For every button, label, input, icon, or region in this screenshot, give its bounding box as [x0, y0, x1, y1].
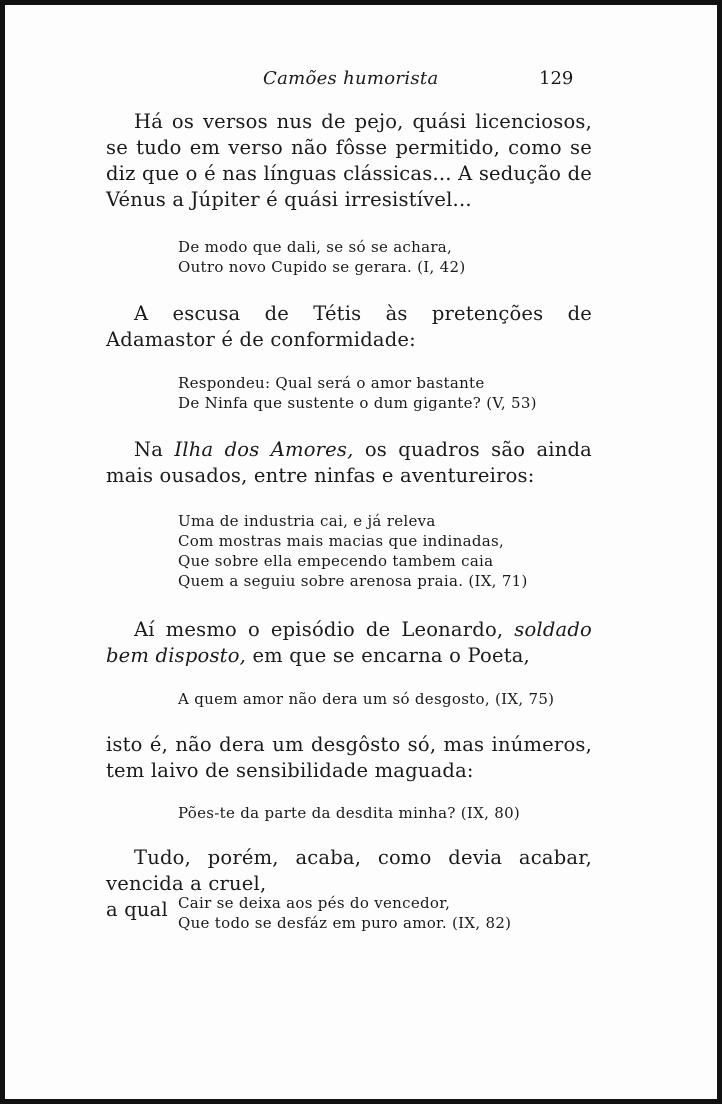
paragraph-3-text-end: os quadros são ainda mais ousados, entre ninfas e aventureiros:: [106, 438, 592, 487]
verse-line: Respondeu: Qual será o amor bastante: [178, 374, 485, 392]
verse-line: Que todo se desfáz em puro amor. (IX, 82): [178, 914, 512, 932]
running-title: Camões humorista: [263, 68, 439, 89]
verse-quote-1: [178, 237, 466, 277]
paragraph-4-text-end: em que se encarna o Poeta,: [246, 644, 530, 667]
paragraph-6-line-1: Tudo, porém, acaba, como devia acabar, vencida a cruel,: [106, 846, 592, 895]
verse-quote-5: [178, 803, 520, 823]
verse-line: Que sobre ella empecendo tambem caia: [178, 552, 494, 570]
paragraph-1: [106, 109, 592, 213]
page-number: 129: [539, 68, 574, 89]
paragraph-3: [106, 437, 592, 489]
verse-quote-6: [178, 893, 511, 933]
paragraph-3-text-start: Na: [134, 438, 175, 461]
paragraph-4-italic-phrase: soldado bem disposto,: [106, 618, 592, 667]
page-header: [5, 68, 722, 96]
verse-quote-3: [178, 511, 528, 591]
verse-line: Quem a seguiu sobre arenosa praia. (IX, 71): [178, 572, 528, 590]
paragraph-4-text-start: Aí mesmo o episódio de Leonardo,: [134, 618, 515, 641]
verse-quote-4: [178, 689, 554, 709]
paragraph-6-line-2: a qual: [106, 898, 168, 921]
paragraph-2: [106, 301, 592, 353]
paragraph-5-text: isto é, não dera um desgôsto só, mas inúmeros, tem laivo de sensibilidade maguada:: [106, 733, 592, 782]
verse-line: Uma de industria cai, e já releva: [178, 512, 436, 530]
verse-quote-2: [178, 373, 537, 413]
paragraph-5: [106, 732, 592, 784]
paragraph-4: [106, 617, 592, 669]
verse-line: Outro novo Cupido se gerara. (I, 42): [178, 258, 466, 276]
paragraph-3-italic-title: Ilha dos Amores,: [174, 438, 354, 461]
paragraph-1-text: Há os versos nus de pejo, quási licenciosos, se tudo em verso não fôsse permitido, como se diz que o é nas línguas clássicas... A sedução de Vénus a Júpiter é quási irresistível...: [106, 110, 592, 211]
verse-line: Com mostras mais macias que indinadas,: [178, 532, 505, 550]
verse-line: De modo que dali, se só se achara,: [178, 238, 453, 256]
verse-line: De Ninfa que sustente o dum gigante? (V, 53): [178, 394, 537, 412]
verse-line: A quem amor não dera um só desgosto, (IX, 75): [178, 690, 555, 708]
verse-line: Pões-te da parte da desdita minha? (IX, 80): [178, 804, 521, 822]
paragraph-2-text: A escusa de Tétis às pretenções de Adamastor é de conformidade:: [106, 302, 592, 351]
verse-line: Cair se deixa aos pés do vencedor,: [178, 894, 451, 912]
